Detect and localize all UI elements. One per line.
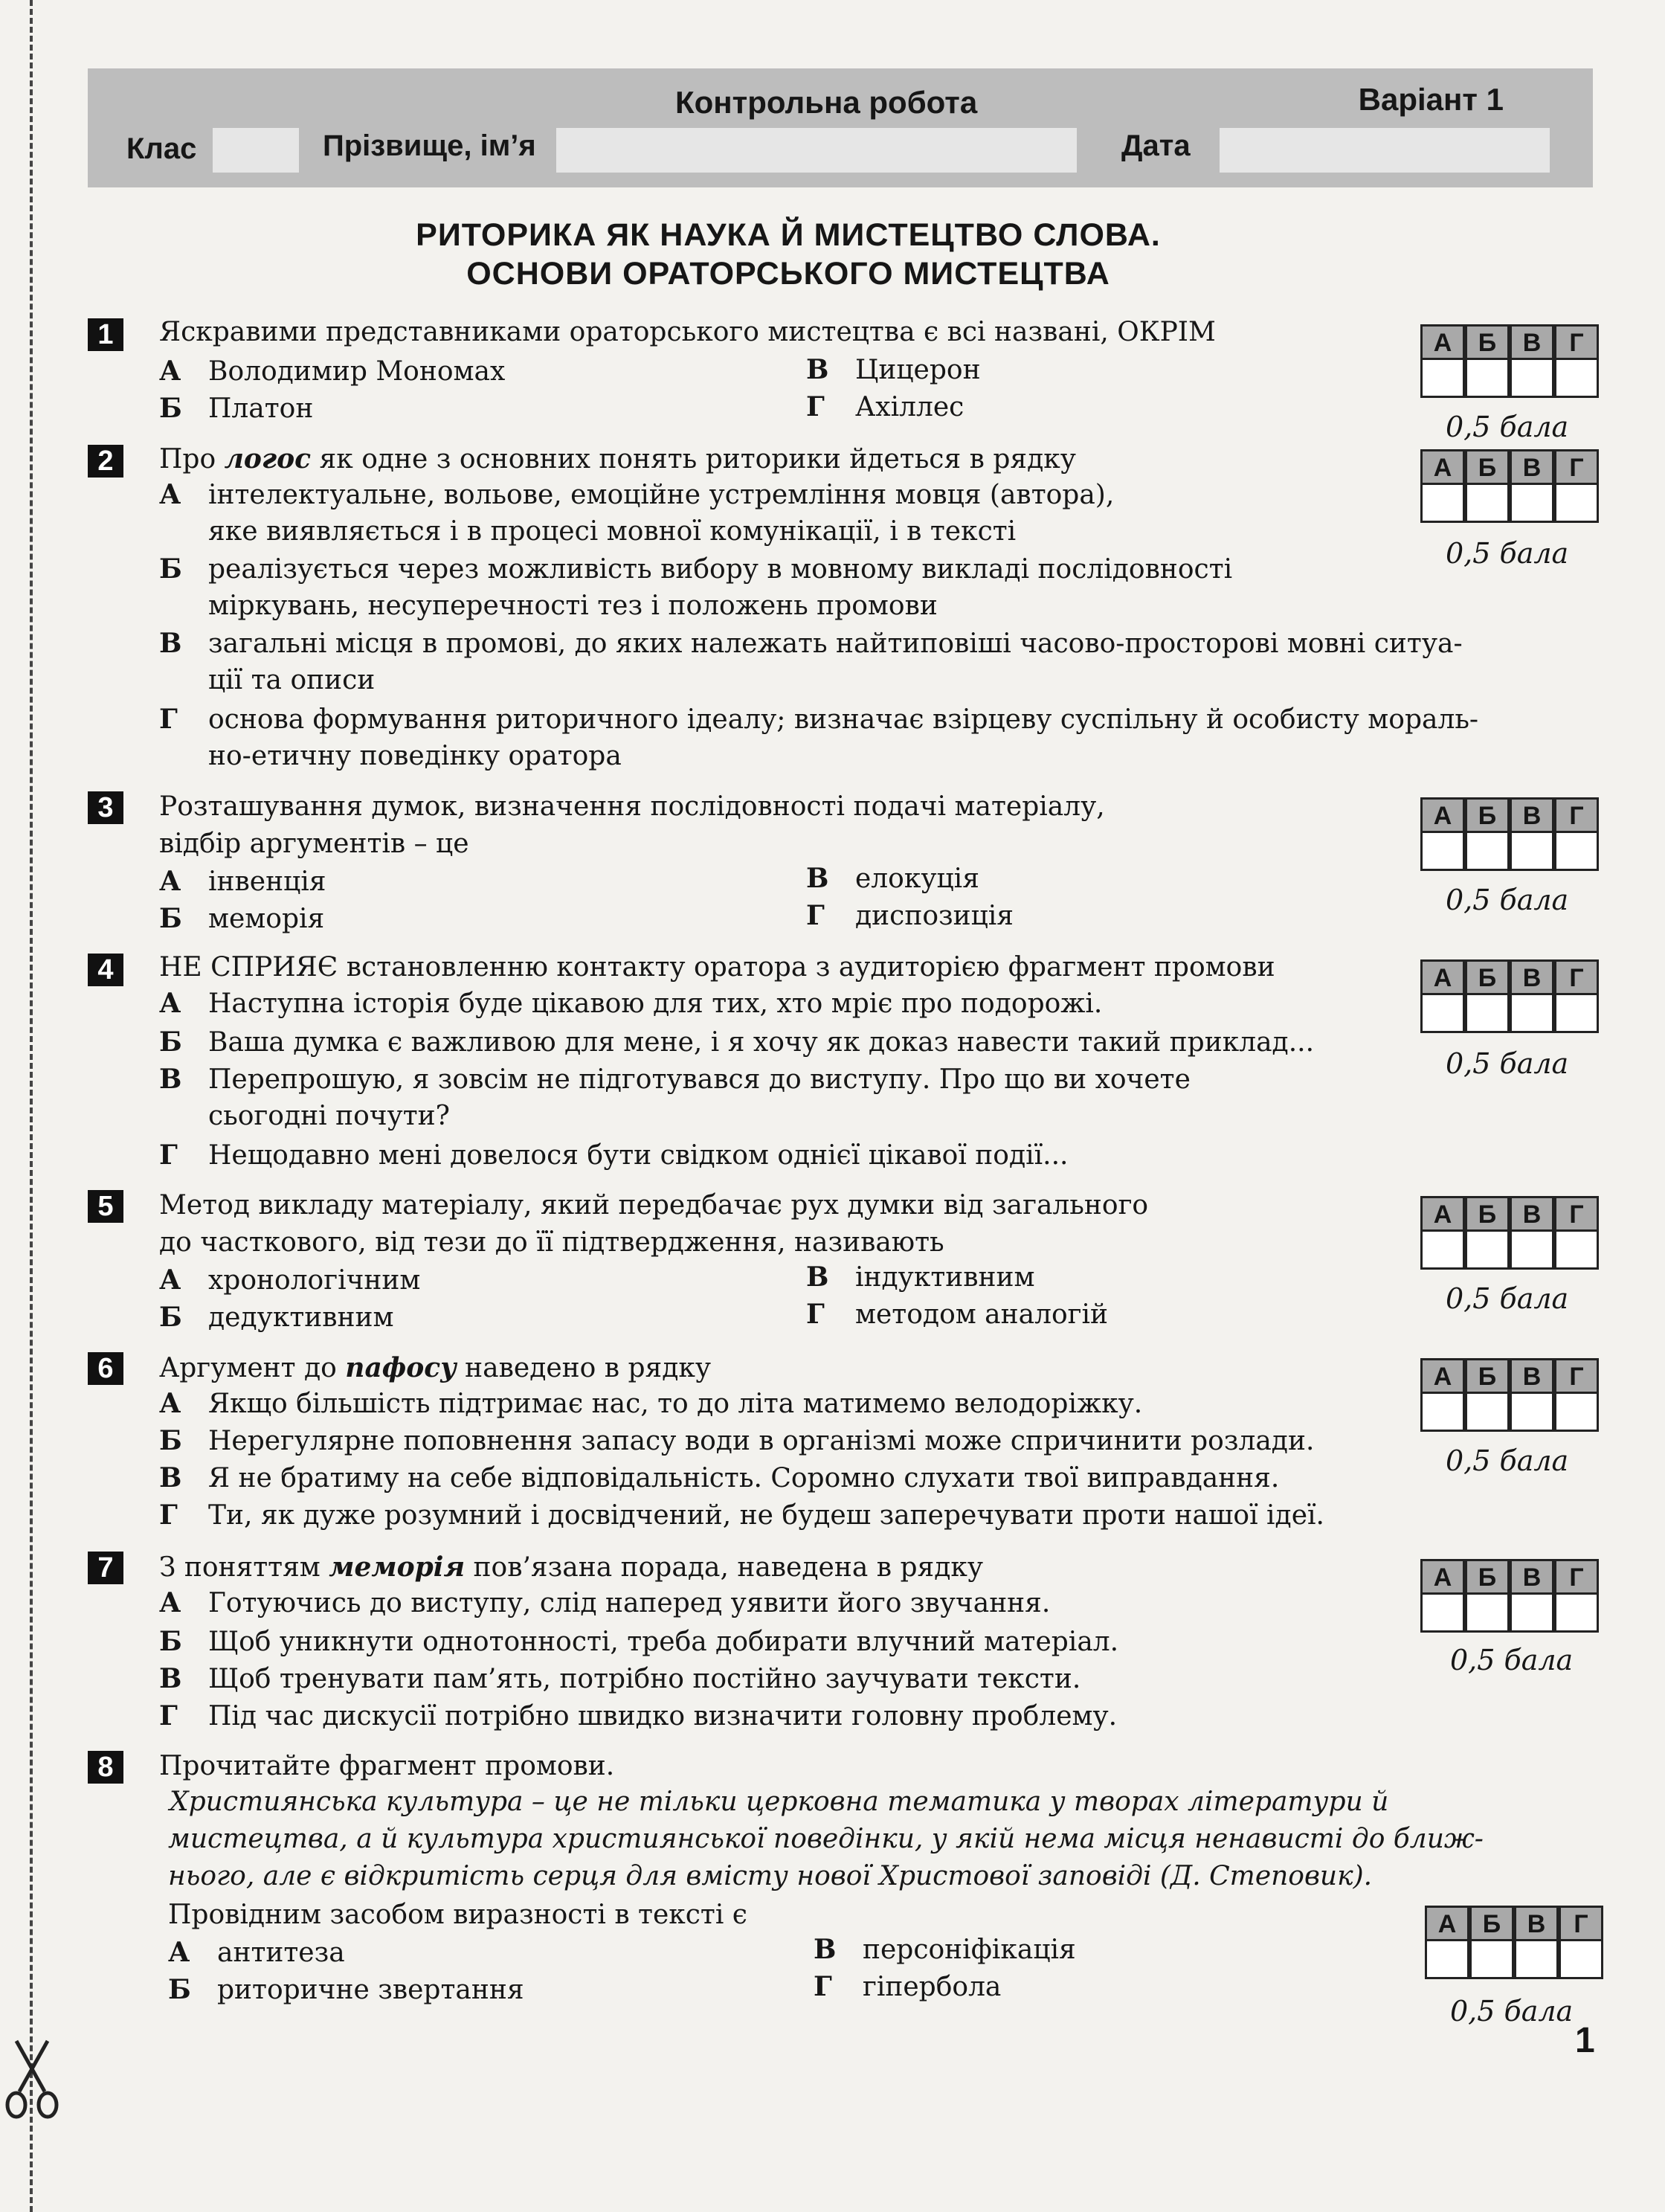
- option-v[interactable]: В Перепрошую, я зовсім не підготувався до виступу. Про що ви хочете: [159, 1064, 1191, 1095]
- option-v[interactable]: В Я не братиму на себе відповідальність. Соромно слухати твої виправдання.: [159, 1462, 1280, 1494]
- option-a[interactable]: А Володимир Мономах: [159, 356, 506, 387]
- page-title: РИТОРИКА ЯК НАУКА Й МИСТЕЦТВО СЛОВА.: [416, 217, 1161, 253]
- option-g[interactable]: Г гіпербола: [814, 1971, 1002, 2002]
- question-text: НЕ СПРИЯЄ встановленню контакту оратора з аудиторією фрагмент промови: [159, 952, 1275, 983]
- question-number: 1: [88, 318, 123, 351]
- question-number: 8: [88, 1751, 123, 1784]
- answer-box-7[interactable]: А Б В Г: [1420, 1559, 1599, 1632]
- answer-box-4[interactable]: А Б В Г: [1420, 959, 1599, 1032]
- answer-box-2[interactable]: А Б В Г: [1420, 449, 1599, 522]
- name-field[interactable]: [556, 128, 1077, 173]
- question-number: 2: [88, 445, 123, 478]
- option-b[interactable]: Б Платон: [159, 393, 314, 424]
- option-a[interactable]: А Якщо більшість підтримає нас, то до літа матимемо велодоріжку.: [159, 1388, 1143, 1419]
- quote-line-3: нього, але є відкритість серця для вміcту нової Христової заповіді (Д. Степовик).: [168, 1861, 1373, 1891]
- option-g[interactable]: Г методом аналогій: [806, 1299, 1109, 1330]
- option-v-cont: ції та описи: [208, 665, 376, 695]
- score-label: 0,5 бала: [1446, 537, 1569, 570]
- score-label: 0,5 бала: [1450, 1995, 1574, 2028]
- option-a[interactable]: А хронологічним: [159, 1264, 421, 1296]
- option-a-cont: яке виявляється і в процесі мовної комунікації, і в тексті: [208, 516, 1017, 547]
- option-g[interactable]: Г основа формування риторичного ідеалу; визначає взірцеву суспільну й особисту мораль-: [159, 704, 1479, 735]
- option-v-cont: сьогодні почути?: [208, 1101, 450, 1131]
- question-number: 6: [88, 1352, 123, 1385]
- class-field[interactable]: [213, 128, 299, 173]
- page-number: 1: [1575, 2021, 1595, 2060]
- question-text: Про логос як одне з основних понять риторики йдеться в рядку: [159, 443, 1076, 475]
- option-g[interactable]: Г Нещодавно мені довелося бути свідком однієї цікавої події...: [159, 1139, 1069, 1171]
- score-label: 0,5 бала: [1446, 411, 1569, 443]
- answer-box-1[interactable]: А Б В Г: [1420, 324, 1599, 397]
- option-v[interactable]: В загальні місця в промові, до яких належать найтиповіші часово-просторові мовні ситуа-: [159, 628, 1463, 659]
- question-text-cont: до часткового, від тези до її підтвердження, називають: [159, 1227, 944, 1258]
- option-g[interactable]: Г Ти, як дуже розумний і досвідчений, не будеш заперечувати проти нашої ідеї.: [159, 1499, 1324, 1531]
- answer-box-5[interactable]: А Б В Г: [1420, 1196, 1599, 1269]
- question-text: Аргумент до пафосу наведено в рядку: [159, 1352, 712, 1383]
- answer-box-6[interactable]: А Б В Г: [1420, 1358, 1599, 1431]
- score-label: 0,5 бала: [1446, 1444, 1569, 1477]
- option-a[interactable]: А інвенція: [159, 866, 326, 897]
- scissors-icon: [4, 2038, 59, 2121]
- score-label: 0,5 бала: [1446, 1282, 1569, 1315]
- option-v[interactable]: В Цицерон: [806, 354, 981, 385]
- option-g[interactable]: Г Під час дискусії потрібно швидко визначити головну проблему.: [159, 1700, 1118, 1732]
- name-label: Прізвище, ім’я: [323, 129, 536, 162]
- question-text: Розташування думок, визначення послідовності подачі матеріалу,: [159, 791, 1105, 822]
- answer-box-8[interactable]: А Б В Г: [1425, 1906, 1603, 1978]
- question-text: Яскравими представниками ораторського мистецтва є всі названі, ОКРІМ: [159, 317, 1216, 347]
- question-number: 5: [88, 1190, 123, 1223]
- variant-label: Варіант 1: [1358, 82, 1504, 117]
- option-a[interactable]: А Готуючись до виступу, слід наперед уявити його звучання.: [159, 1587, 1051, 1618]
- option-b[interactable]: Б дедуктивним: [159, 1302, 394, 1333]
- question-text-cont: відбір аргументів – це: [159, 829, 469, 859]
- option-b[interactable]: Б меморія: [159, 903, 325, 934]
- option-v[interactable]: В Щоб тренувати пам’ять, потрібно постійно заучувати тексти.: [159, 1663, 1081, 1694]
- option-b[interactable]: Б Ваша думка є важливою для мене, і я хочу як доказ навести такий приклад...: [159, 1026, 1315, 1058]
- option-a[interactable]: А Наступна історія буде цікавою для тих, хто мріє про подорожі.: [159, 988, 1103, 1019]
- score-label: 0,5 бала: [1450, 1644, 1574, 1676]
- answer-box-3[interactable]: А Б В Г: [1420, 797, 1599, 870]
- score-label: 0,5 бала: [1446, 884, 1569, 916]
- option-v[interactable]: В елокуція: [806, 863, 979, 894]
- option-g-cont: но-етичну поведінку оратора: [208, 741, 622, 771]
- option-v[interactable]: В індуктивним: [806, 1261, 1035, 1293]
- option-b[interactable]: Б Щоб уникнути однотонності, треба добирати влучний матеріал.: [159, 1626, 1119, 1657]
- question-number: 4: [88, 954, 123, 986]
- option-b[interactable]: Б реалізується через можливість вибору в мовному викладі послідовності: [159, 553, 1233, 585]
- question-text: Прочитайте фрагмент промови.: [159, 1751, 615, 1781]
- option-a[interactable]: А інтелектуальне, вольове, емоційне устремління мовця (автора),: [159, 479, 1115, 510]
- cut-line: [30, 0, 33, 2212]
- quote-line-2: мистецтва, а й культура християнської поведінки, у якій нема місця ненависті до ближ-: [168, 1824, 1484, 1854]
- option-b[interactable]: Б риторичне звертання: [168, 1974, 524, 2005]
- date-label: Дата: [1121, 129, 1191, 162]
- option-a[interactable]: А антитеза: [168, 1937, 345, 1968]
- class-label: Клас: [126, 132, 197, 165]
- question-text: Метод викладу матеріалу, який передбачає рух думки від загального: [159, 1190, 1149, 1221]
- date-field[interactable]: [1220, 128, 1550, 173]
- option-g[interactable]: Г диспозиція: [806, 900, 1014, 931]
- score-label: 0,5 бала: [1446, 1047, 1569, 1080]
- header-bar: [88, 68, 1593, 187]
- question-number: 3: [88, 791, 123, 824]
- quote-line-1: Християнська культура – це не тільки церковна тематика у творах літератури й: [170, 1787, 1389, 1817]
- question-text: З поняттям меморія пов’язана порада, наведена в рядку: [159, 1552, 984, 1583]
- question-text-cont: Провідним засобом виразності в тексті є: [168, 1900, 747, 1930]
- question-number: 7: [88, 1552, 123, 1584]
- option-b-cont: міркувань, несуперечності тез і положень промови: [208, 591, 938, 621]
- page-subtitle: ОСНОВИ ОРАТОРСЬКОГО МИСТЕЦТВА: [466, 256, 1110, 292]
- option-v[interactable]: В персоніфікація: [814, 1934, 1076, 1965]
- header-title: Контрольна робота: [675, 85, 978, 120]
- option-g[interactable]: Г Ахіллес: [806, 391, 964, 422]
- option-b[interactable]: Б Нерегулярне поповнення запасу води в організмі може спричинити розлади.: [159, 1425, 1315, 1456]
